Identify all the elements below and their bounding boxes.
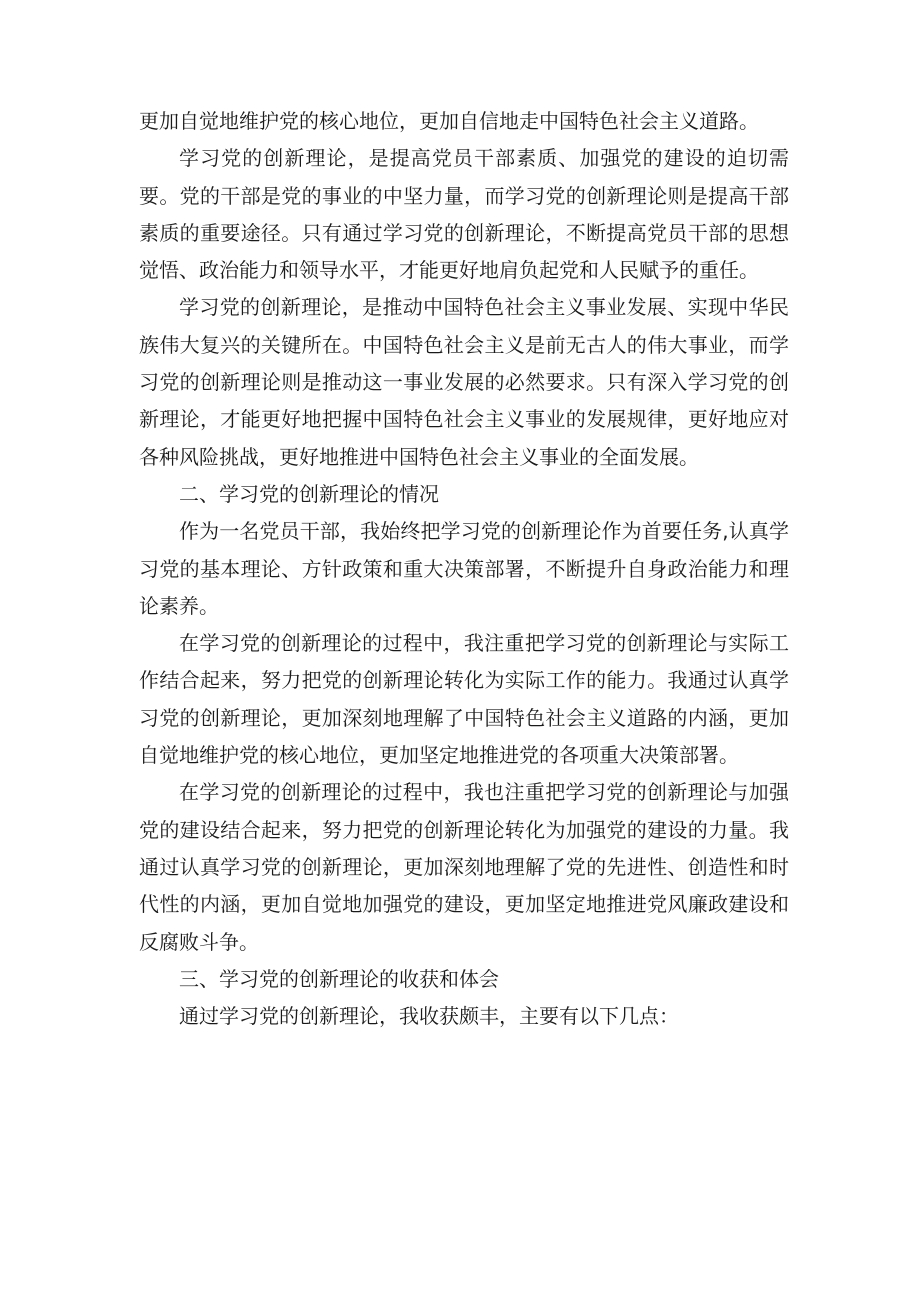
paragraph-importance-cause: 学习党的创新理论，是推动中国特色社会主义事业发展、实现中华民族伟大复兴的关键所在。中国特色社会主义是前无古人的伟大事业，而学习党的创新理论则是推动这一事业发展的必然要求。只有深入学习党的创新理论，才能更好地把握中国特色社会主义事业的发展规律，更好地应对各种风险挑战，更好地推进中国特色社会主义事业的全面发展。: [139, 295, 789, 469]
paragraph-gains-intro: 通过学习党的创新理论，我收获颇丰，主要有以下几点：: [179, 1004, 679, 1029]
paragraph-study-task: 作为一名党员干部，我始终把学习党的创新理论作为首要任务,认真学习党的基本理论、方针政策和重大决策部署，不断提升自身政治能力和理论素养。: [139, 519, 789, 618]
paragraph-importance-cadres: 学习党的创新理论，是提高党员干部素质、加强党的建设的迫切需要。党的干部是党的事业的中坚力量，而学习党的创新理论则是提高干部素质的重要途径。只有通过学习党的创新理论，不断提高党员干部的思想觉悟、政治能力和领导水平，才能更好地肩负起党和人民赋予的重任。: [139, 146, 789, 283]
section-heading-2: 二、学习党的创新理论的情况: [179, 481, 439, 506]
paragraph-continuation: 更加自觉地维护党的核心地位，更加自信地走中国特色社会主义道路。: [139, 109, 759, 133]
section-heading-3: 三、学习党的创新理论的收获和体会: [179, 966, 499, 991]
document-body: [139, 103, 789, 1035]
paragraph-study-party-building: 在学习党的创新理论的过程中，我也注重把学习党的创新理论与加强党的建设结合起来，努力把党的创新理论转化为加强党的建设的力量。我通过认真学习党的创新理论，更加深刻地理解了党的先进性、创造性和时代性的内涵，更加自觉地加强党的建设，更加坚定地推进党风廉政建设和反腐败斗争。: [139, 780, 789, 954]
paragraph-study-practice: 在学习党的创新理论的过程中，我注重把学习党的创新理论与实际工作结合起来，努力把党的创新理论转化为实际工作的能力。我通过认真学习党的创新理论，更加深刻地理解了中国特色社会主义道路的内涵，更加自觉地维护党的核心地位，更加坚定地推进党的各项重大决策部署。: [139, 631, 789, 768]
